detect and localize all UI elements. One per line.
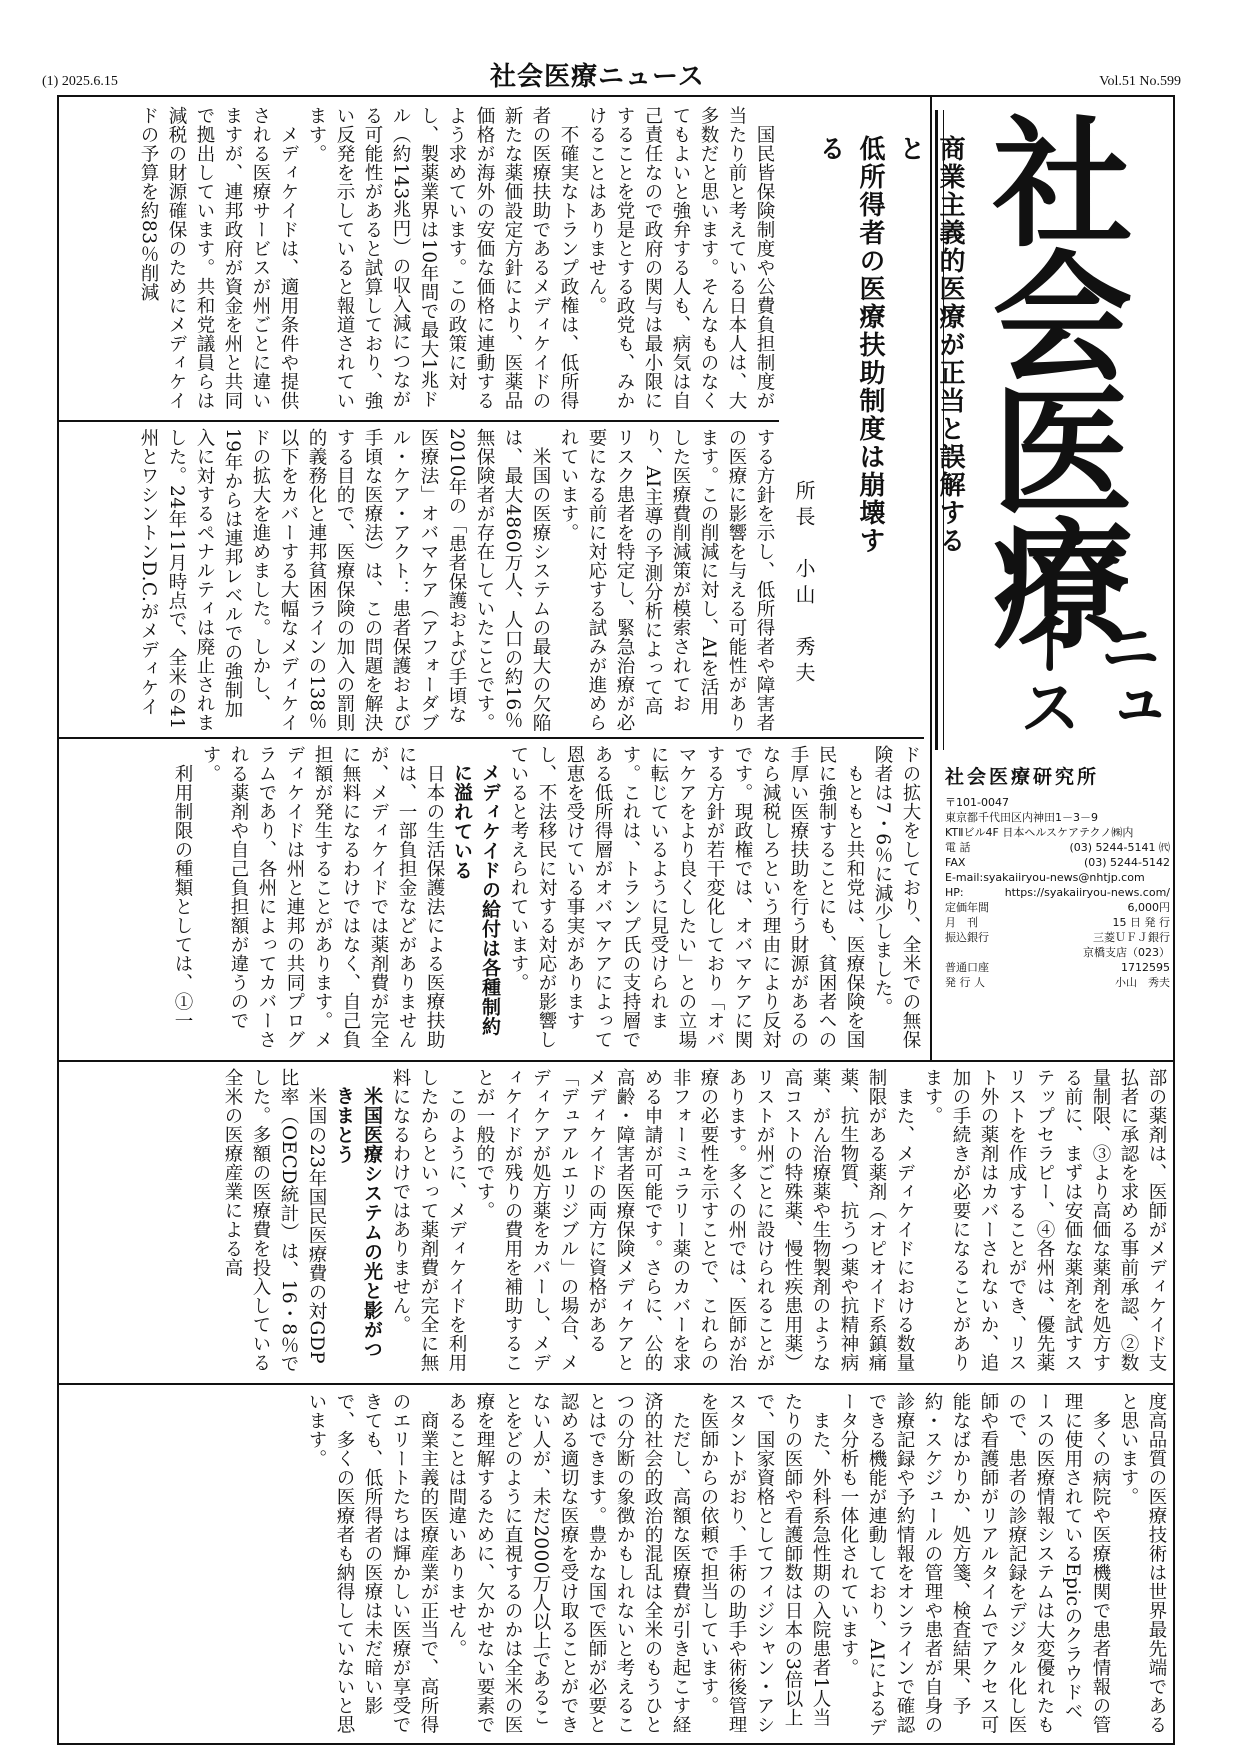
paragraph: 利用制限の種類としては、①一 — [172, 763, 193, 1030]
paragraph: 不確実なトランプ政権は、低所得者の医療扶助であるメディケイドの新たな薬価設定方針により、医薬品価格が海外の安価な価格に連動するよう求めています。この政策に対し、製薬業界は10年間で最大1兆ドル（約143兆円）の収入減につながる可能性があると試算しており、強い反発を示していると報道されています。 — [306, 106, 579, 410]
tier-rule-2 — [59, 737, 924, 739]
paragraph: 商業主義的医療産業が正当で、高所得のエリートたちは輝かしい医療が享受できても、低所得者の医療は未だ暗い影で、多くの医療者も納得していないと思います。 — [306, 1392, 439, 1734]
price-row — [945, 900, 1170, 915]
fax-label: FAX — [945, 856, 966, 869]
issue-date: (1) 2025.6.15 — [42, 74, 118, 89]
branch-value: 京橋支店（023） — [1083, 946, 1170, 959]
tier-rule-3 — [59, 1060, 1173, 1062]
hp-row — [945, 885, 1170, 900]
freq-value: 15 日 発 行 — [1112, 916, 1170, 929]
paragraph: このように、メディケイドを利用したからといって薬剤費が完全に無料になるわけではありません。 — [390, 1068, 467, 1372]
paragraph: 国民皆保険制度や公費負担制度が当たり前と考えている日本人は、大多数だと思います。そんなものなくてもよいと強弁する人も、病気は自己責任なので政府の関与は最小限にすることを党是とする政党も、みかけることはありません。 — [586, 106, 775, 410]
tier1-text — [62, 106, 778, 416]
publisher-name: 小山 秀夫 — [1115, 976, 1170, 989]
paragraph: また、メディケイドにおける数量制限がある薬剤（オピオイド系鎮痛薬、抗生物質、抗うつ薬や抗精神病薬、がん治療薬や生物製剤のような高コストの特殊薬、慢性疾患用薬）リストが州ごとに設けられることがあります。多くの州では、医師が治療の必要性を示すことで、これらの非フォーミュラリー薬のカバーを求める申請が可能です。さらに、公的高齢・障害者医療保険メディケアとメディケイドの両方に資格がある「デュアルエリジブル」の場合、メディケアが処方薬をカバーし、メディケイドが残りの費用を補助することが一般的です。 — [474, 1068, 915, 1372]
hp-link[interactable]: https://syakaiiryou-news.com/ — [1004, 886, 1170, 899]
paragraph: もともと共和党は、医療保険を国民に強制することにも、貧困者への手厚い医療扶助を行う財源があるのなら減税しろという理由により反対です。現政権では、オバマケアに関する方針が若干変化しており「オバマケアをより良くしたい」との立場に転じているように見受けられます。これは、トランプ氏の支持層である低所得層がオバマケアによって恩恵を受けている事実がありますし、不法移民に対する対応が影響していると考えられています。 — [508, 745, 865, 1049]
tier3-text — [62, 745, 924, 1055]
branch-row — [945, 945, 1170, 960]
tel-row — [945, 840, 1170, 855]
paragraph: 日本の生活保護法による医療扶助には、一部負担金などがありませんが、メディケイドでは薬剤費が完全に無料になるわけではなく、自己負担額が発生することがあります。メディケイドは州と連邦の共同プログラムであり、各州によってカバーされる薬剤や自己負担額が違うのです。 — [200, 745, 445, 1049]
tier4-text — [62, 1068, 1170, 1378]
paragraph: する方針を示し、低所得者や障害者の医療に影響を与える可能性があります。この削減に対し、AIを活用した医療費削減策が模索されており、AI主導の予測分析によって高リスク患者を特定し、緊急治療が必要になる前に対応する試みが進められています。 — [558, 428, 775, 732]
price-label: 定価年間 — [945, 901, 989, 914]
address-line-2: KTⅡビル4F 日本ヘルスケアテクノ㈱内 — [945, 826, 1134, 839]
headline-line-2: 低所得者の医療扶助制度は崩壊する — [815, 135, 885, 555]
price-value: 6,000円 — [1127, 901, 1170, 914]
paragraph: メディケイドは、適用条件や提供される医療サービスが州ごとに違いますが、連邦政府が資金を州と共同で拠出しています。共和党議員らは減税の財源確保のためにメディケイドの予算を約83％削減 — [138, 106, 299, 410]
tel-value: (03) 5244-5141 ㈹ — [1069, 841, 1170, 854]
address-line-1: 東京都千代田区内神田1－3－9 — [945, 811, 1098, 824]
publisher-info — [945, 766, 1170, 990]
tier2-text — [62, 428, 778, 733]
email[interactable]: E-mail:syakaiiryou-news@nhtjp.com — [945, 871, 1145, 884]
paragraph: ただし、高額な医療費が引き起こす経済的社会的政治的混乱は全米のもうひとつの分断の象徴かもしれないと考えることはできます。豊かな国で医師が必要と認める適切な医療を受け取ることができない人が、未だ2000万人以上であることをどのように直視するのかは全米の医療を理解するために、欠かせない要素であることは間違いありません。 — [446, 1392, 691, 1734]
paragraph: ドの拡大をしており、全米での無保険者は7・6％に減少しました。 — [872, 745, 921, 1049]
article-headline — [810, 135, 970, 575]
masthead — [935, 110, 1170, 760]
freq-row — [945, 915, 1170, 930]
publisher-row — [945, 975, 1170, 990]
paragraph: 部の薬剤は、医師がメディケイド支払者に承認を求める事前承認、②数量制限、③より高価な薬剤を処方する前に、まずは安価な薬剤を試すステップセラピー、④各州は、優先薬リストを作成することができ、リスト外の薬剤はカバーされないか、追加の手続きが必要になることがあります。 — [922, 1068, 1167, 1372]
tel-label: 電 話 — [945, 841, 971, 854]
org-name: 社会医療研究所 — [945, 766, 1100, 788]
postal-code: 〒101-0047 — [945, 796, 1009, 809]
paragraph: 米国の23年国民医療費の対GDP比率（OECD統計）は、16・8％でした。多額の医療費を投入している全米の医療産業による高 — [222, 1068, 327, 1374]
hp-label: HP: — [945, 886, 964, 899]
paragraph: また、外科系急性期の入院患者1人当たりの医師や看護師数は日本の3倍以上で、国家資格としてフィジシャン・アシスタントがおり、手術の助手や術後管理を医師からの依頼で担当しています。 — [698, 1392, 831, 1734]
account-row — [945, 960, 1170, 975]
bank-row — [945, 930, 1170, 945]
publisher-label: 発 行 人 — [945, 976, 985, 989]
volume-number: Vol.51 No.599 — [1099, 74, 1181, 89]
account-label: 普通口座 — [945, 961, 989, 974]
tier-rule-4 — [59, 1383, 1173, 1385]
tier-rule-1 — [59, 420, 779, 422]
masthead-title-small: ニュース — [1009, 615, 1162, 735]
headline-line-1: 商業主義的医療が正当と誤解すると — [895, 135, 965, 555]
bank-value: 三菱ＵＦＪ銀行 — [1093, 931, 1170, 944]
paragraph: 度高品質の医療技術は世界最先端であると思います。 — [1118, 1392, 1167, 1734]
fax-value: (03) 5244-5142 — [1083, 856, 1170, 869]
subheading: 米国医療システムの光と影がつきまとう — [333, 1086, 383, 1359]
byline-name: 小山 秀夫 — [792, 558, 816, 688]
freq-label: 月 刊 — [945, 916, 978, 929]
newsletter-name: 社会医療ニュース — [490, 62, 705, 92]
masthead-title-big: 社会医療 — [969, 110, 1132, 646]
byline-role: 所長 — [792, 480, 816, 532]
tier5-text — [62, 1392, 1170, 1737]
account-value: 1712595 — [1121, 961, 1170, 974]
bank-label: 振込銀行 — [945, 931, 989, 944]
subheading: メディケイドの給付は各種制約に溢れている — [451, 763, 501, 1036]
paragraph: 米国の医療システムの最大の欠陥は、最大4860万人、人口の約16％無保険者が存在していたことです。2010年の「患者保護および手頃な医療法」オバマケア（アフォーダブル・ケア・アクト：患者保護および手頃な医療法）は、この問題を解決する目的で、医療保険の加入の罰則的義務化と連邦貧困ラインの138％以下をカバーする大幅なメディケイドの拡大を進めました。しかし、19年からは連邦レベルでの強制加入に対するペナルティは廃止されました。24年11月時点で、全米の41州とワシントンD.C.がメディケイ — [138, 428, 551, 732]
fax-row — [945, 855, 1170, 870]
paragraph: 多くの病院や医療機関で患者情報の管理に使用されているEpicのクラウドベースの医療情報システムは大変優れたもので、患者の診療記録をデジタル化し医師や看護師がリアルタイムでアクセス可能なばかりか、処方箋、検査結果、予約・スケジュールの管理や患者が自身の診療記録や予約情報をオンラインで確認できる機能が連動しており、AIによるデータ分析も一体化されています。 — [838, 1392, 1111, 1737]
byline — [790, 480, 819, 710]
